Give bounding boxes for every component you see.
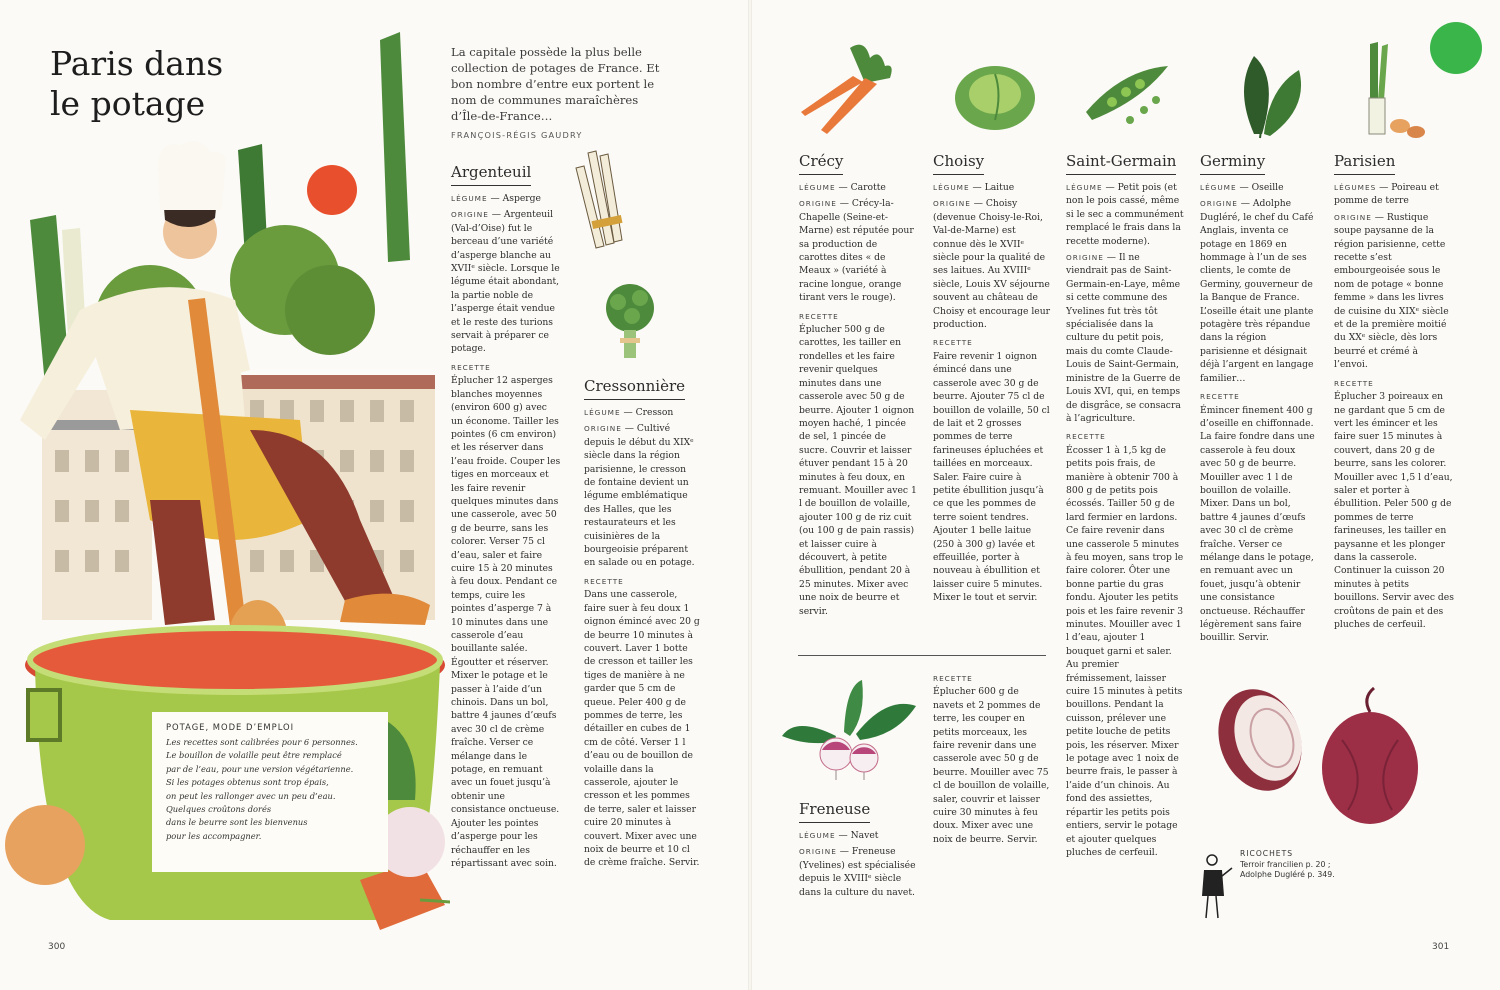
box-line: Les recettes sont calibrées pour 6 personnes. xyxy=(166,737,358,747)
origine-line xyxy=(1334,211,1454,372)
legume-label: LÉGUME xyxy=(1066,183,1103,192)
box-title: POTAGE, MODE D’EMPLOI xyxy=(166,722,295,732)
recette-label: RECETTE xyxy=(799,311,839,321)
origine-text: — Adolphe Dugléré, le chef du Café Anglais, inventa ce potage en 1869 en hommage à l’un de ses clients, le comte de Germiny, gouverneur de la Banque de France. L’oseille était une plante potagère très répandue dans la région parisienne et désignait déjà l’argent en langage familier… xyxy=(1200,198,1314,384)
origine-label: ORIGINE xyxy=(933,199,971,209)
origine-line xyxy=(799,845,917,899)
ricochets-title: RICOCHETS xyxy=(1240,849,1294,858)
legume-line xyxy=(799,829,917,842)
cabbage-icon xyxy=(950,60,1040,132)
recette-label: RECETTE xyxy=(451,362,491,372)
legume-label: LÉGUME xyxy=(1200,183,1237,192)
peapod-icon xyxy=(1082,60,1172,132)
origine-line xyxy=(799,197,917,304)
origine-text: — Rustique soupe paysanne de la région parisienne, cette recette s’est embourgeoisée sous le nom de potage « bonne femme » dans les livres de cuisine du XIXᵉ siècle et de la première moitié du XXᵉ siècle, dès lors beurré et crémé à l’envoi. xyxy=(1334,211,1449,371)
intro-quote xyxy=(451,44,661,143)
recipe-argenteuil xyxy=(451,163,561,873)
origine-line xyxy=(933,197,1051,331)
origine-text: — Freneuse (Yvelines) est spécialisée depuis le XVIIIᵉ siècle dans la culture du navet. xyxy=(799,846,916,898)
recipe-parisien xyxy=(1334,152,1454,634)
ricochets-link[interactable]: Adolphe Dugléré p. 349. xyxy=(1240,870,1335,879)
origine-label: ORIGINE xyxy=(799,199,837,209)
box-line: pour les accompagner. xyxy=(166,830,262,841)
recipe-title: Freneuse xyxy=(799,800,870,823)
legume-line xyxy=(1334,181,1454,208)
origine-text: — Argenteuil (Val-d’Oise) fut le berceau d’une variété d’asperge blanche au XVIIᵉ siècle. Lorsque le légume était abondant, la partie noble de l’asperge était vendue et le reste des turions servait à préparer ce potage. xyxy=(451,209,560,355)
recipe-title: Argenteuil xyxy=(451,163,531,186)
origine-line xyxy=(1200,197,1318,385)
legume-value: — Petit pois (et non le pois cassé, même si le sec a communément remplacé le frais dans la recette moderne). xyxy=(1066,182,1184,247)
page-title xyxy=(50,44,250,124)
legume-value: — Asperge xyxy=(490,193,541,204)
intro-credit: FRANÇOIS-RÉGIS GAUDRY xyxy=(451,130,583,140)
ricochets-box xyxy=(1240,849,1335,881)
legume-value: — Carotte xyxy=(838,182,886,193)
sorrel-icon xyxy=(1224,48,1309,140)
recette-label: RECETTE xyxy=(1200,392,1240,402)
origine-label: ORIGINE xyxy=(584,424,622,434)
carrot-icon xyxy=(795,38,905,138)
origine-line xyxy=(584,422,700,569)
origine-text: — Il ne viendrait pas de Saint-Germain-en-Laye, même si cette commune des Yvelines fut très tôt spécialisée dans la culture du petit pois, mais du comte Claude-Louis de Saint-Germain, ministre de la Guerre de Louis XVI, qui, en temps de disgrâce, se consacra à l’agriculture. xyxy=(1066,252,1181,424)
box-line: Le bouillon de volaille peut être remplacé xyxy=(166,750,342,761)
recette-text: Écosser 1 à 1,5 kg de petits pois frais, de manière à obtenir 700 à 800 g de petits pois écossés. Tailler 50 g de lard fermier en lardons. Ce faire revenir dans une casserole 5 minutes à feu moyen, sans trop le faire colorer. Ôter une bonne partie du gras fondu. Ajouter les petits pois et les faire revenir 3 minutes. Mouiller avec 1 l d’eau, ajouter 1 bouquet garni et saler. Au premier frémissement, laisser cuire 15 minutes à petits bouillons. Pendant la cuisson, prélever une petite louche de petits pois, les réserver. Mixer le potage avec 1 noix de beurre frais, le passer à l’aide d’un chinois. Au fond des assiettes, répartir les petits pois entiers, servir le potage et ajouter quelques pluches de cerfeuil. xyxy=(1066,444,1184,858)
origine-line xyxy=(451,208,561,355)
recette-text: Éplucher 12 asperges blanches moyennes (environ 600 g) avec un économe. Tailler les pointes (6 cm environ) et les réserver dans l’eau froide. Couper les tiges en morceaux et les faire revenir quelques minutes dans une casserole, avec 50 g de beurre, sans les colorer. Verser 75 cl d’eau, saler et faire cuire 15 à 20 minutes à feu doux. Pendant ce temps, cuire les pointes d’asperge 7 à 10 minutes dans une casserole d’eau bouillante salée. Égoutter et réserver. Mixer le potage et le passer à l’aide d’un chinois. Dans un bol, battre 4 jaunes d’œufs avec 30 cl de crème fraîche. Verser ce mélange dans le potage, en remuant avec un fouet jusqu’à obtenir une consistance onctueuse. Ajouter les pointes d’asperge pour les réchauffer en les répartissant avec soin. xyxy=(451,375,561,869)
origine-text: — Cultivé depuis le début du XIXᵉ siècle dans la région parisienne, le cresson de fontaine devient un légume emblématique des Halles, que les restaurateurs et les cuisinières de la bourgeoisie préparent en salade ou en potage. xyxy=(584,423,695,569)
turnip-icon xyxy=(776,676,921,781)
recipe-freneuse xyxy=(799,800,917,902)
legume-value: — Oseille xyxy=(1239,182,1284,193)
page-number-right: 301 xyxy=(1432,942,1450,952)
leek-icon xyxy=(1352,40,1427,140)
legume-label: LÉGUME xyxy=(451,194,488,203)
legume-label: LÉGUME xyxy=(799,183,836,192)
legume-line xyxy=(1200,181,1318,194)
legume-label: LÉGUME xyxy=(584,408,621,417)
recette-label: RECETTE xyxy=(1334,378,1374,388)
recette-text: Éplucher 3 poireaux en ne gardant que 5 cm de vert les émincer et les faire suer 15 minutes à couvert, dans 20 g de beurre, sans les colorer. Mouiller avec 1,5 l d’eau, saler et porter à ébullition. Peler 500 g de pommes de terre farineuses, les tailler en paysanne et les plonger dans la casserole. Continuer la cuisson 20 minutes à petits bouillons. Servir avec des croûtons de pain et des pluches de cerfeuil. xyxy=(1334,391,1454,630)
recipe-germiny xyxy=(1200,152,1318,648)
page-number-left: 300 xyxy=(48,942,66,952)
legume-line xyxy=(799,181,917,194)
origine-text: — Choisy (devenue Choisy-le-Roi, Val-de-Marne) est connue dès le XVIIᵉ siècle pour la qualité de ses laitues. Au XVIIIᵉ siècle, Louis XV séjourne souvent au château de Choisy et encourage leur production. xyxy=(933,198,1051,331)
recipe-title: Crécy xyxy=(799,152,843,175)
origine-label: ORIGINE xyxy=(1200,199,1238,209)
recette-label: RECETTE xyxy=(1066,432,1106,442)
origine-label: ORIGINE xyxy=(1066,253,1104,263)
origine-label: ORIGINE xyxy=(451,210,489,220)
origine-line xyxy=(1066,251,1184,425)
origine-text: — Crécy-la-Chapelle (Seine-et-Marne) est réputée pour sa production de carottes dites « de Meaux » (variété à racine longue, orange tirant vers le rouge). xyxy=(799,198,914,304)
onion-icon xyxy=(1212,680,1422,835)
watercress-icon xyxy=(600,280,660,360)
origine-label: ORIGINE xyxy=(1334,212,1372,222)
recette-label: RECETTE xyxy=(933,338,973,348)
legume-value: — Laitue xyxy=(972,182,1015,193)
legume-line xyxy=(451,192,561,205)
recette-text: Éplucher 500 g de carottes, les tailler en rondelles et les faire revenir quelques minutes dans une casserole avec 50 g de beurre. Ajouter 1 oignon moyen haché, 1 pincée de sel, 1 pincée de sucre. Couvrir et laisser étuver pendant 15 à 20 minutes à feu doux, en remuant. Mouiller avec 1 l de bouillon de volaille, ajouter 100 g de riz cuit (ou 100 g de pain rassis) et laisser cuire à découvert, à petite ébullition, pendant 20 à 25 minutes. Mixer avec une noix de beurre et servir. xyxy=(799,324,917,617)
recipe-notes-box xyxy=(152,712,388,872)
legume-value: — Cresson xyxy=(623,407,674,418)
legume-value: — Navet xyxy=(838,830,879,841)
recipe-title: Germiny xyxy=(1200,152,1265,175)
origine-label: ORIGINE xyxy=(799,847,837,857)
recipe-crecy xyxy=(799,152,917,621)
recipe-title: Saint-Germain xyxy=(1066,152,1176,175)
chef-figure-icon xyxy=(1198,848,1234,920)
box-line: on peut les rallonger avec un peu d’eau. xyxy=(166,790,336,801)
legume-label: LÉGUME xyxy=(799,831,836,840)
legume-label: LÉGUME xyxy=(933,183,970,192)
recipe-freneuse-recette xyxy=(933,672,1051,849)
recette-label: RECETTE xyxy=(933,674,973,683)
box-line: dans le beurre sont les bienvenus xyxy=(166,817,308,828)
recipe-cressonniere xyxy=(584,377,700,873)
section-dot xyxy=(1430,22,1482,74)
box-body xyxy=(166,736,374,843)
section-divider xyxy=(798,655,1046,656)
recette-text: Dans une casserole, faire suer à feu doux 1 oignon émincé avec 20 g de beurre 10 minutes à couvert. Laver 1 botte de cresson et tailler les tiges de manière à ne garder que 5 cm de queue. Peler 400 g de pommes de terre, les détailler en cubes de 1 cm de côté. Verser 1 l d’eau ou de bouillon de volaille dans la casserole, ajouter le cresson et les pommes de terre, saler et laisser cuire 20 minutes à couvert. Mixer avec une noix de beurre et 10 cl de crème fraîche. Servir. xyxy=(584,589,700,869)
recette-text: Faire revenir 1 oignon émincé dans une casserole avec 30 g de beurre. Ajouter 75 cl de bouillon de volaille, 50 cl de lait et 2 grosses pommes de terre farineuses épluchées et taillées en morceaux. Saler. Faire cuire à petite ébullition jusqu’à ce que les pommes de terre soient tendres. Ajouter 1 belle laitue (250 à 300 g) lavée et effeuillée, porter à nouveau à ébullition et laisser cuire 5 minutes. Mixer le tout et servir. xyxy=(933,350,1050,604)
recipe-saint-germain xyxy=(1066,152,1184,862)
recipe-title: Cressonnière xyxy=(584,377,685,400)
title-line: Paris dans xyxy=(50,44,224,83)
recette-text: Éplucher 600 g de navets et 2 pommes de terre, les couper en petits morceaux, les faire revenir dans une casserole avec 50 g de beurre. Mouiller avec 75 cl de bouillon de volaille, saler, couvrir et laisser cuire 30 minutes à feu doux. Mixer avec une noix de beurre. Servir. xyxy=(933,686,1050,845)
legume-label: LÉGUMES xyxy=(1334,183,1377,192)
legume-line xyxy=(1066,181,1184,248)
recipe-choisy xyxy=(933,152,1051,608)
recette-label: RECETTE xyxy=(584,576,624,586)
recette-text: Émincer finement 400 g d’oseille en chiffonnade. La faire fondre dans une casserole à feu doux avec 50 g de beurre. Mouiller avec 1 l de bouillon de volaille. Mixer. Dans un bol, battre 4 jaunes d’œufs avec 30 cl de crème fraîche. Verser ce mélange dans le potage, en remuant avec un fouet, jusqu’à obtenir une consistance onctueuse. Réchauffer légèrement sans faire bouillir. Servir. xyxy=(1200,404,1315,644)
title-line: le potage xyxy=(50,84,206,123)
box-line: Quelques croûtons dorés xyxy=(166,804,272,815)
book-gutter xyxy=(748,0,752,990)
legume-line xyxy=(933,181,1051,194)
legume-value: — Poireau et pomme de terre xyxy=(1334,182,1439,207)
box-line: par de l’eau, pour une version végétarienne. xyxy=(166,763,354,774)
recipe-title: Choisy xyxy=(933,152,984,175)
ricochets-link[interactable]: Terroir francilien p. 20 ; xyxy=(1240,859,1331,869)
box-line: Si les potages obtenus sont trop épais, xyxy=(166,777,329,788)
asparagus-icon xyxy=(568,148,638,253)
intro-text: La capitale possède la plus belle collection de potages de France. Et bon nombre d’entre eux portent le nom de communes maraîchères d’Île-de-France… xyxy=(451,45,660,123)
recipe-title: Parisien xyxy=(1334,152,1395,175)
legume-line xyxy=(584,406,700,419)
